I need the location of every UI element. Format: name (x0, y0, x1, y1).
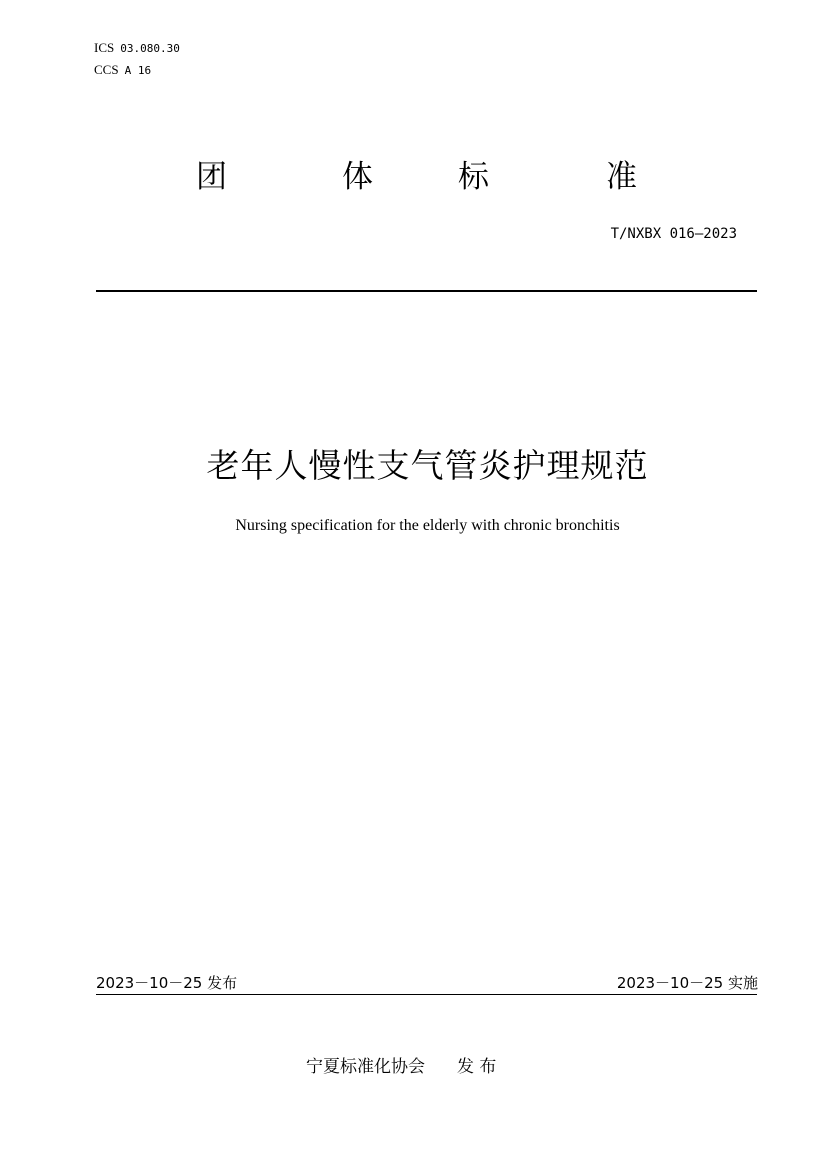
ics-value: 03.080.30 (120, 42, 180, 55)
document-title-en: Nursing specification for the elderly with chronic bronchitis (235, 517, 620, 534)
standard-type-char-4: 准 (606, 159, 637, 195)
ics-label: ICS (94, 40, 115, 55)
standard-code: T/NXBX 016—2023 (610, 226, 737, 242)
release-date: 2023－10－25 发布 (96, 974, 238, 992)
ics-classification (94, 41, 180, 54)
publisher-name: 宁夏标准化协会 (306, 1057, 425, 1077)
ccs-classification (94, 63, 151, 76)
footer-divider (96, 994, 757, 995)
publish-action: 发 布 (457, 1057, 497, 1077)
publisher-line (306, 1052, 496, 1077)
document-title-zh: 老年人慢性支气管炎护理规范 (206, 446, 649, 485)
standard-type-char-3: 标 (458, 159, 489, 195)
ccs-label: CCS (94, 62, 119, 77)
standard-type-char-1: 团 (196, 159, 227, 195)
implementation-date: 2023－10－25 实施 (616, 974, 758, 992)
standard-type-heading (196, 157, 656, 197)
ccs-value: A 16 (124, 64, 152, 77)
header-divider (96, 290, 757, 292)
standard-type-char-2: 体 (342, 159, 373, 195)
